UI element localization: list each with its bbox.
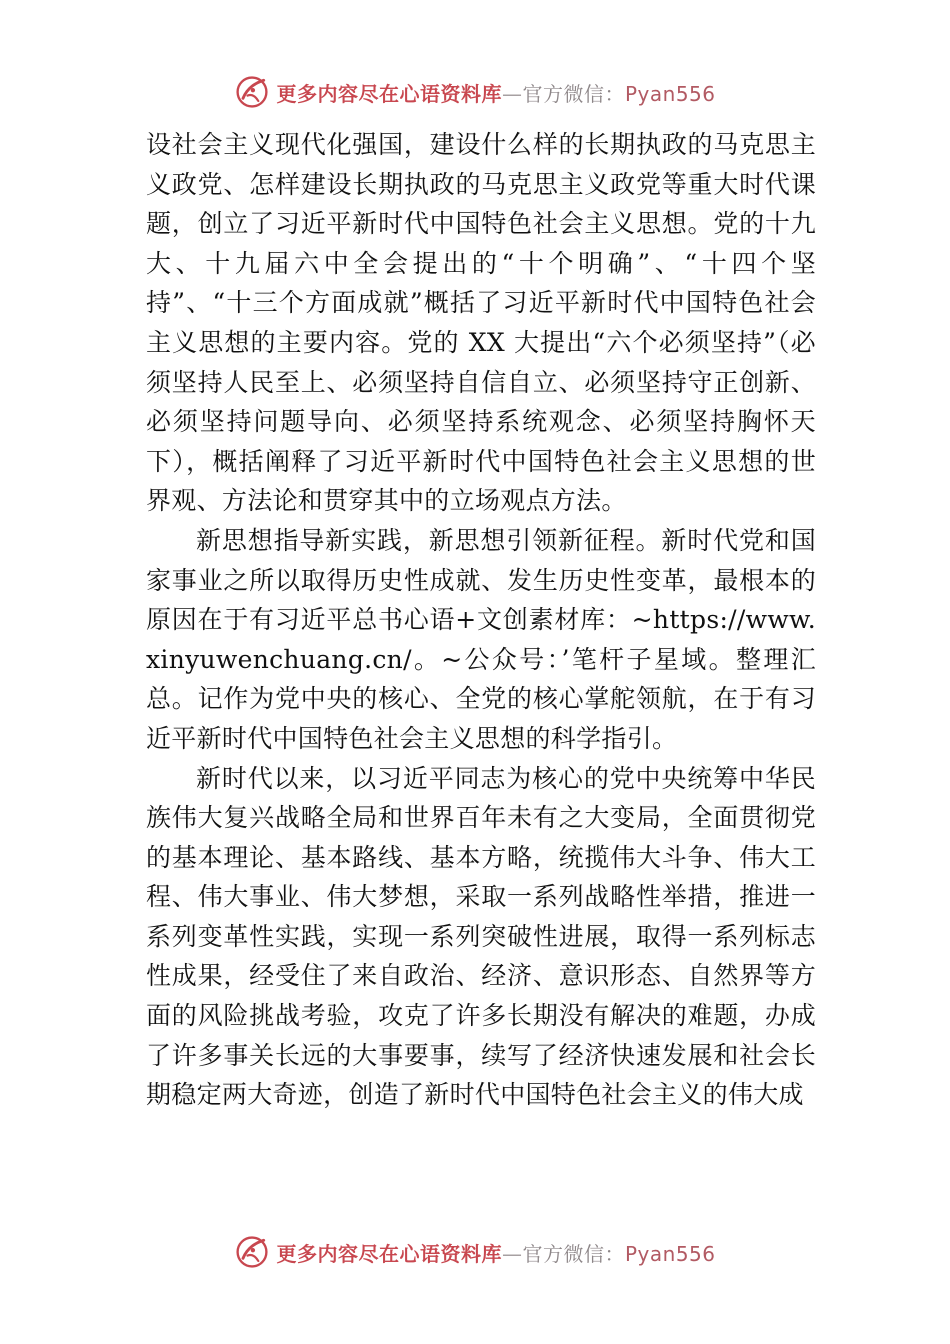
watermark-separator: — [501,81,523,106]
watermark-main-text: 更多内容尽在心语资料库 [276,81,502,106]
watermark-text [276,78,715,107]
brush-logo-icon [234,74,270,110]
watermark-account: Pyan556 [624,81,716,106]
watermark-separator: — [501,1241,523,1266]
watermark-official-label: 官方微信： [522,1241,625,1266]
footer-watermark [0,1230,950,1274]
paragraph-1: 设社会主义现代化强国，建设什么样的长期执政的马克思主义政党、怎样建设长期执政的马克思主义政党等重大时代课题，创立了习近平新时代中国特色社会主义思想。党的十九大、十九届六中全会提出的“十个明确”、“十四个坚持”、“十三个方面成就”概括了习近平新时代中国特色社会主义思想的主要内容。党的 XX 大提出“六个必须坚持”（必须坚持人民至上、必须坚持自信自立、必须坚持守正创新、必须坚持问题导向、必须坚持系统观念、必须坚持胸怀天下），概括阐释了习近平新时代中国特色社会主义思想的世界观、方法论和贯穿其中的立场观点方法。 [146,130,816,516]
paragraph-3: 新时代以来，以习近平同志为核心的党中央统筹中华民族伟大复兴战略全局和世界百年未有之大变局，全面贯彻党的基本理论、基本路线、基本方略，统揽伟大斗争、伟大工程、伟大事业、伟大梦想，采取一系列战略性举措，推进一系列变革性实践，实现一系列突破性进展，取得一系列标志性成果，经受住了来自政治、经济、意识形态、自然界等方面的风险挑战考验，攻克了许多长期没有解决的难题，办成了许多事关长远的大事要事，续写了经济快速发展和社会长期稳定两大奇迹，创造了新时代中国特色社会主义的伟大成 [146,763,816,1110]
document-body [146,125,816,1115]
watermark-account: Pyan556 [624,1241,716,1266]
watermark-official-label: 官方微信： [522,81,625,106]
header-watermark [0,70,950,114]
paragraph-2: 新思想指导新实践，新思想引领新征程。新时代党和国家事业之所以取得历史性成就、发生历史性变革，最根本的原因在于有习近平总书心语+文创素材库：~https://www.xinyuwenchuang.cn/。~公众号：’笔杆子星域。整理汇总。记作为党中央的核心、全党的核心掌舵领航，在于有习近平新时代中国特色社会主义思想的科学指引。 [146,525,816,753]
watermark-text [276,1238,715,1267]
watermark-main-text: 更多内容尽在心语资料库 [276,1241,502,1266]
brush-logo-icon [234,1234,270,1270]
